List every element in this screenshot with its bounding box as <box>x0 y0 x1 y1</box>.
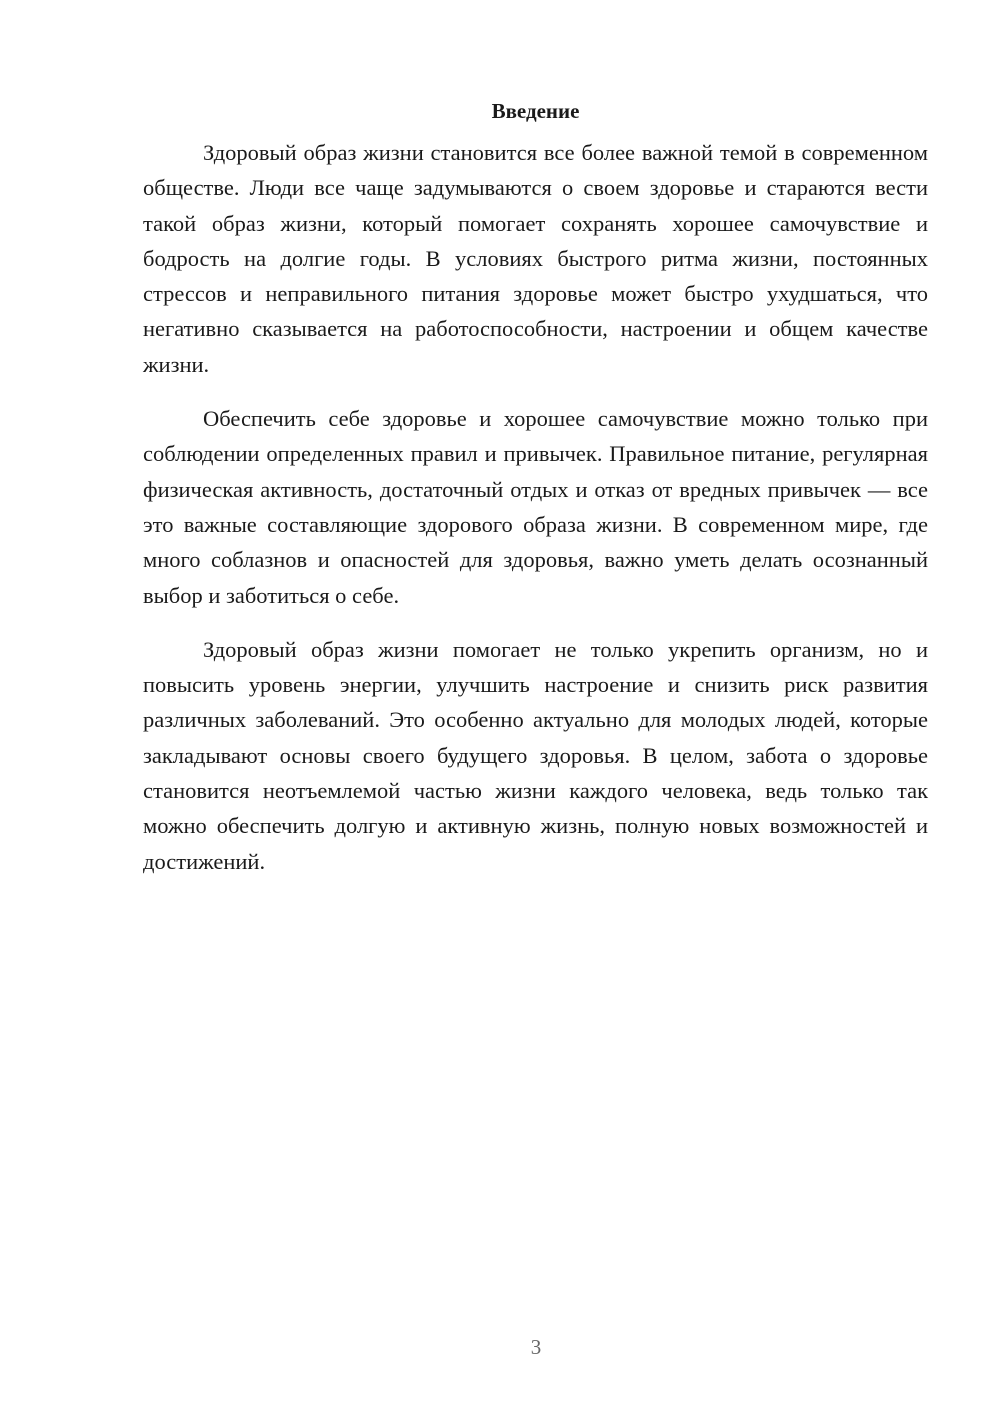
paragraph-1: Здоровый образ жизни становится все более важной темой в современном обществе. Люди все чаще задумываются о своем здоровье и стараются вести такой образ жизни, который помогает сохранять хорошее самочувствие и бодрость на долгие годы. В условиях быстрого ритма жизни, постоянных стрессов и неправильного питания здоровье может быстро ухудшаться, что негативно сказывается на работоспособности, настроении и общем качестве жизни. <box>143 140 928 377</box>
page-number: 3 <box>530 1335 542 1359</box>
paragraph-3: Здоровый образ жизни помогает не только укрепить организм, но и повысить уровень энергии, улучшить настроение и снизить риск развития различных заболеваний. Это особенно актуально для молодых людей, которые закладывают основы своего будущего здоровья. В целом, забота о здоровье становится неотъемлемой частью жизни каждого человека, ведь только так можно обеспечить долгую и активную жизнь, полную новых возможностей и достижений. <box>143 636 928 874</box>
section-heading: Введение <box>491 99 580 123</box>
document-body <box>143 97 928 898</box>
paragraph-2: Обеспечить себе здоровье и хорошее самочувствие можно только при соблюдении определенных правил и привычек. Правильное питание, регулярная физическая активность, достаточный отдых и отказ от вредных привычек — все это важные составляющие здорового образа жизни. В современном мире, где много соблазнов и опасностей для здоровья, важно уметь делать осознанный выбор и заботиться о себе. <box>143 406 928 608</box>
